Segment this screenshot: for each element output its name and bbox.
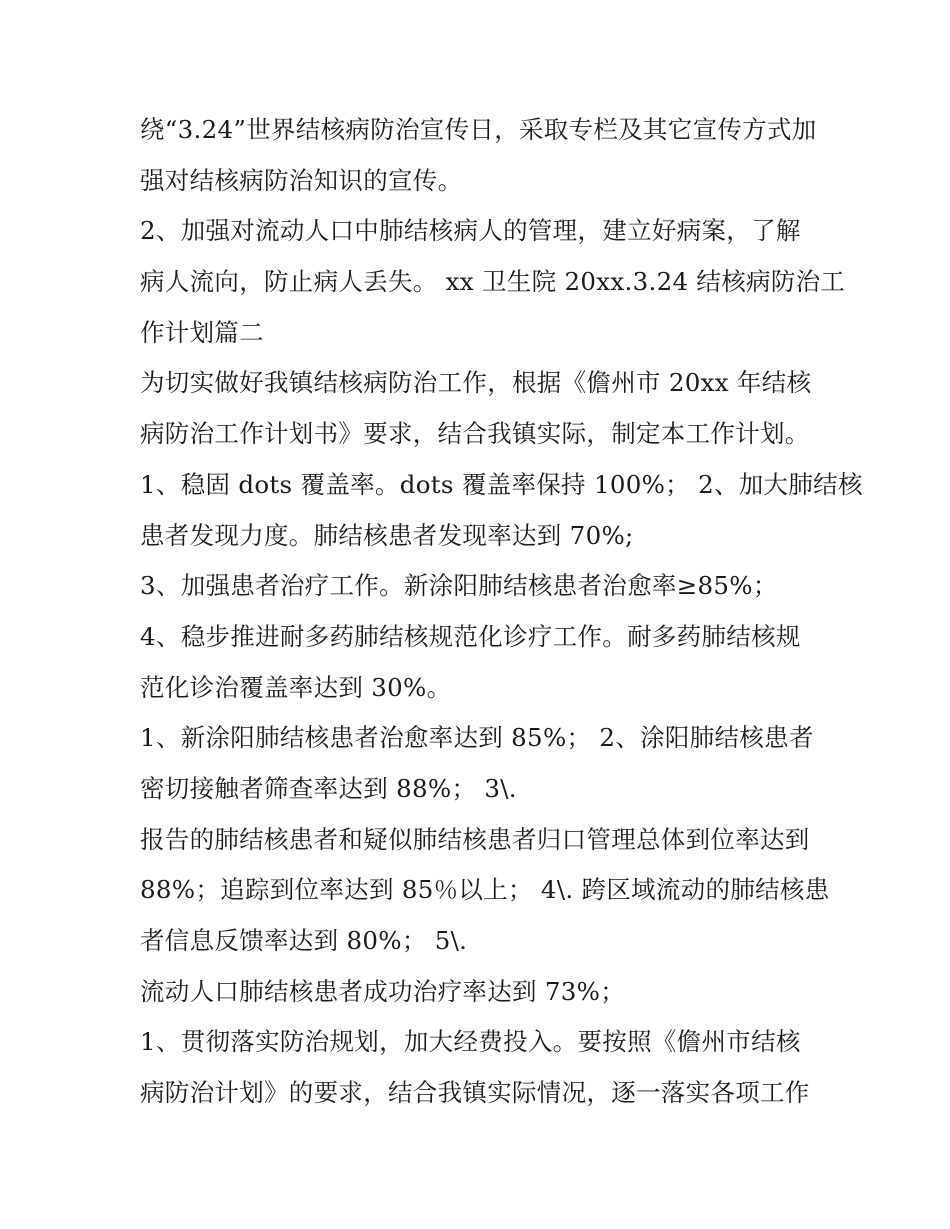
text-line: 绕“3.24”世界结核病防治宣传日，采取专栏及其它宣传方式加: [140, 115, 817, 144]
text-line: 病防治计划》的要求，结合我镇实际情况，逐一落实各项工作: [140, 1078, 810, 1108]
text-line: 1、稳固 dots 覆盖率。dots 覆盖率保持 100%； 2、加大肺结核: [140, 469, 863, 499]
text-line: 2、加强对流动人口中肺结核病人的管理，建立好病案，了解: [140, 216, 801, 246]
text-line: 密切接触者筛查率达到 88%； 3\.: [140, 773, 517, 803]
text-line: 范化诊治覆盖率达到 30%。: [140, 672, 452, 702]
text-line: 88%；追踪到位率达到 85％以上； 4\. 跨区域流动的肺结核患: [140, 875, 830, 905]
text-line: 作计划篇二: [140, 317, 264, 347]
text-line: 病防治工作计划书》要求，结合我镇实际，制定本工作计划。: [140, 419, 810, 449]
text-line: 1、新涂阳肺结核患者治愈率达到 85%； 2、涂阳肺结核患者: [140, 723, 814, 753]
document-body: [140, 105, 863, 1119]
text-line: 病人流向，防止病人丢失。 xx 卫生院 20xx.3.24 结核病防治工: [140, 267, 846, 297]
text-line: 者信息反馈率达到 80%； 5\.: [140, 926, 468, 955]
text-line: 报告的肺结核患者和疑似肺结核患者归口管理总体到位率达到: [140, 824, 810, 854]
text-line: 患者发现力度。肺结核患者发现率达到 70%;: [140, 520, 634, 550]
text-line: 1、贯彻落实防治规划，加大经费投入。要按照《儋州市结核: [140, 1027, 801, 1057]
text-line: 4、稳步推进耐多药肺结核规范化诊疗工作。耐多药肺结核规: [140, 621, 801, 651]
text-line: 为切实做好我镇结核病防治工作，根据《儋州市 20xx 年结核: [140, 368, 812, 398]
text-line: 强对结核病防治知识的宣传。: [140, 165, 463, 195]
text-line: 流动人口肺结核患者成功治疗率达到 73%；: [140, 976, 626, 1006]
text-line: 3、加强患者治疗工作。新涂阳肺结核患者治愈率≥85%；: [140, 571, 778, 601]
